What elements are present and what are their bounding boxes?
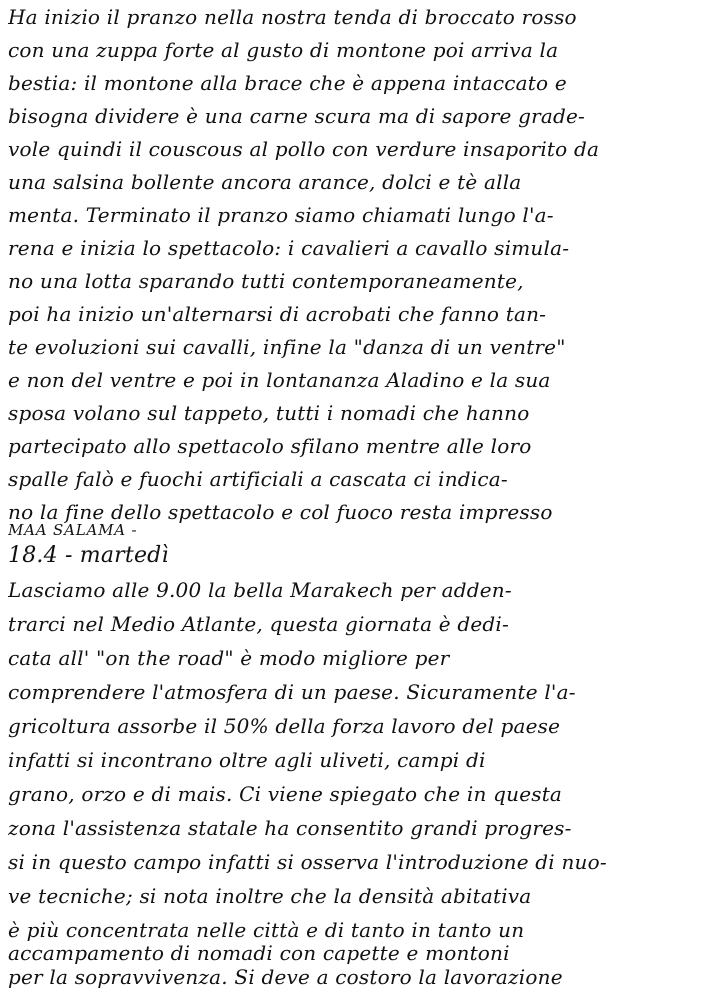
text-line: bestia: il montone alla brace che è appena intaccato e [8, 71, 567, 95]
text-line: infatti si incontrano oltre agli uliveti, campi di [8, 748, 486, 772]
text-line: Lasciamo alle 9.00 la bella Marakech per adden- [8, 578, 512, 602]
text-line: rena e inizia lo spettacolo: i cavalieri a cavallo simula- [8, 236, 570, 260]
text-line: e non del ventre e poi in lontananza Aladino e la sua [8, 368, 551, 392]
text-line: è più concentrata nelle città e di tanto in tanto un [8, 918, 525, 942]
text-line-closing: MAA SALAMA - [8, 521, 138, 539]
text-line: accampamento di nomadi con capette e montoni [8, 941, 510, 965]
text-line: te evoluzioni sui cavalli, infine la "danza di un ventre" [8, 335, 566, 359]
date-heading: 18.4 - martedì [8, 543, 169, 568]
text-line: menta. Terminato il pranzo siamo chiamati lungo l'a- [8, 203, 554, 227]
text-line: poi ha inizio un'alternarsi di acrobati che fanno tan- [8, 302, 547, 326]
text-line: no una lotta sparando tutti contemporaneamente, [8, 269, 524, 293]
text-line: no la fine dello spettacolo e col fuoco resta impresso [8, 500, 553, 524]
text-line: partecipato allo spettacolo sfilano mentre alle loro [8, 434, 532, 458]
text-line: vole quindi il couscous al pollo con verdure insaporito da [8, 137, 600, 161]
text-line: con una zuppa forte al gusto di montone poi arriva la [8, 38, 559, 62]
text-line: trarci nel Medio Atlante, questa giornata è dedi- [8, 612, 509, 636]
text-line: cata all' "on the road" è modo migliore per [8, 646, 450, 670]
text-line: spalle falò e fuochi artificiali a cascata ci indica- [8, 467, 508, 491]
text-line: Ha inizio il pranzo nella nostra tenda di broccato rosso [8, 5, 577, 29]
text-line: bisogna dividere è una carne scura ma di sapore grade- [8, 104, 586, 128]
text-line: gricoltura assorbe il 50% della forza lavoro del paese [8, 714, 561, 738]
text-line: per la sopravvivenza. Si deve a costoro la lavorazione [8, 965, 563, 989]
text-line: ve tecniche; si nota inoltre che la densità abitativa [8, 884, 532, 908]
text-line: zona l'assistenza statale ha consentito grandi progres- [8, 816, 572, 840]
text-line: grano, orzo e di mais. Ci viene spiegato che in questa [8, 782, 563, 806]
text-line: comprendere l'atmosfera di un paese. Sicuramente l'a- [8, 680, 576, 704]
text-line: sposa volano sul tappeto, tutti i nomadi che hanno [8, 401, 530, 425]
text-line: una salsina bollente ancora arance, dolci e tè alla [8, 170, 522, 194]
text-line: si in questo campo infatti si osserva l'introduzione di nuo- [8, 850, 607, 874]
